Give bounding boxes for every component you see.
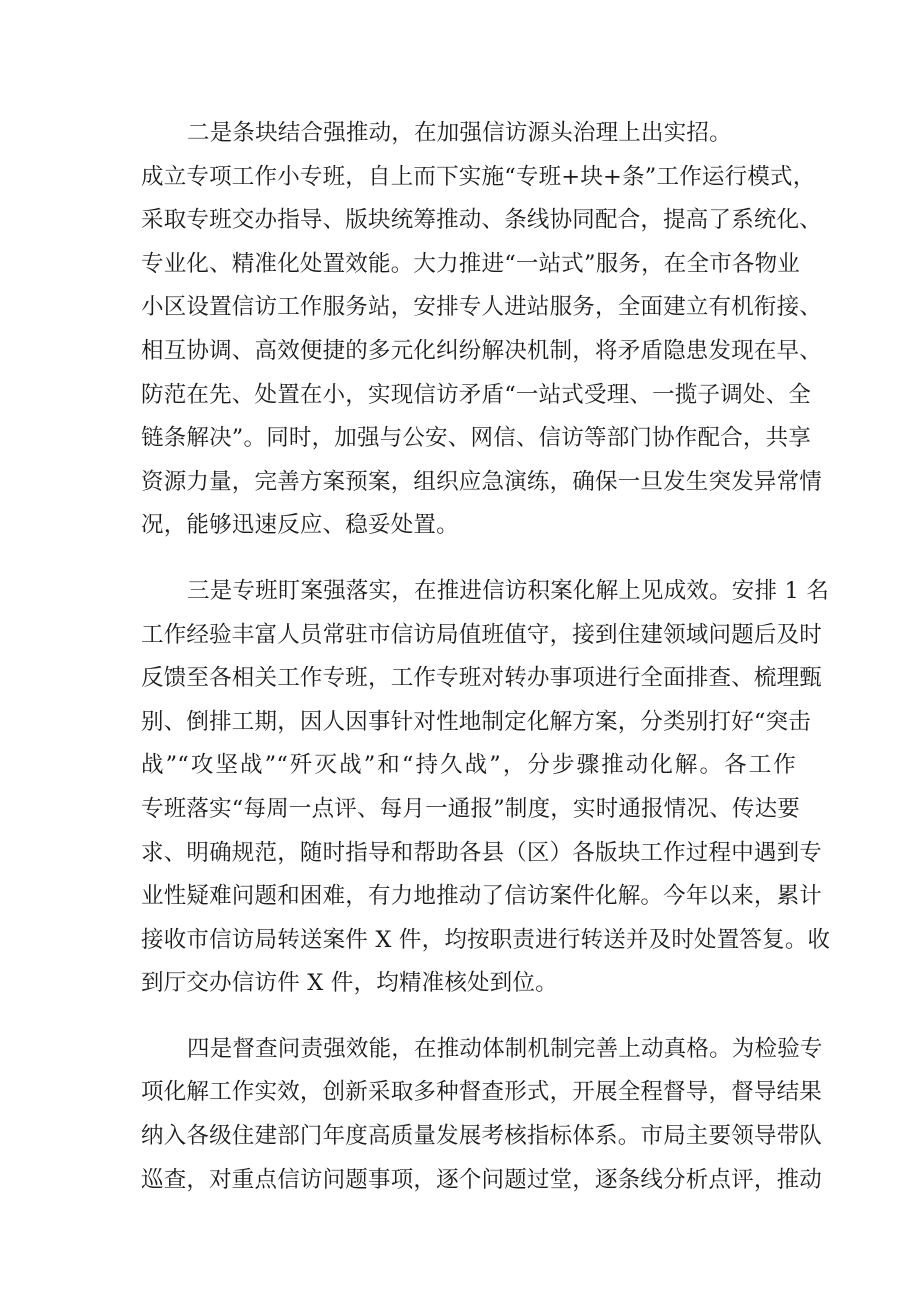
paragraph-line: 二是条块结合强推动，在加强信访源头治理上出实招。 [187,120,732,146]
paragraph-4 [141,1028,823,1202]
paragraph-line: 四是督查问责强效能，在推动体制机制完善上动真格。为检验专 [187,1035,823,1062]
paragraph-line: 反馈至各相关工作专班，工作专班对转办事项进行全面排查、梳理甄 [141,665,823,692]
paragraph-line: 业性疑难问题和困难，有力地推动了信访案件化解。今年以来，累计 [141,883,823,910]
paragraph-line: 项化解工作实效，创新采取多种督查形式，开展全程督导，督导结果 [141,1079,823,1106]
paragraph-line: 况，能够迅速反应、稳妥处置。 [141,512,459,539]
paragraph-line: 链条解决”。同时，加强与公安、网信、信访等部门协作配合，共享 [141,425,812,452]
paragraph-spacer [141,548,796,570]
paragraph-line: 到厅交办信访件 X 件，均精准核处到位。 [141,970,558,997]
paragraph-line: 采取专班交办指导、版块统筹推动、条线协同配合，提高了系统化、 [141,207,823,234]
paragraph-spacer [141,1006,796,1028]
paragraph-line: 小区设置信访工作服务站，安排专人进站服务，全面建立有机衔接、 [141,294,823,321]
paragraph-line: 相互协调、高效便捷的多元化纠纷解决机制，将矛盾隐患发现在早、 [141,337,823,364]
paragraph-2 [141,112,823,548]
document-body [141,112,831,1202]
paragraph-line: 资源力量，完善方案预案，组织应急演练，确保一旦发生突发异常情 [141,468,823,495]
paragraph-line: 接收市信访局转送案件 X 件，均按职责进行转送并及时处置答复。收 [141,926,831,953]
paragraph-3 [141,570,831,1006]
paragraph-line: 三是专班盯案强落实，在推进信访积案化解上见成效。安排 1 名 [187,577,830,604]
paragraph-line: 专业化、精准化处置效能。大力推进“一站式”服务，在全市各物业 [141,250,801,277]
paragraph-line: 别、倒排工期，因人因事针对性地制定化解方案，分类别打好“突击 [141,708,812,735]
paragraph-line: 战”“攻坚战”“歼灭战”和“持久战”，分步骤推动化解。各工作 [141,752,796,779]
paragraph-line: 求、明确规范，随时指导和帮助各县（区）各版块工作过程中遇到专 [141,839,823,866]
paragraph-line: 工作经验丰富人员常驻市信访局值班值守，接到住建领域问题后及时 [141,621,823,648]
paragraph-line: 纳入各级住建部门年度高质量发展考核指标体系。市局主要领导带队 [141,1123,823,1150]
paragraph-line: 防范在先、处置在小，实现信访矛盾“一站式受理、一揽子调处、全 [141,381,812,408]
paragraph-line: 专班落实“每周一点评、每月一通报”制度，实时通报情况、传达要 [141,795,801,822]
paragraph-line: 巡查，对重点信访问题事项，逐个问题过堂，逐条线分析点评，推动 [141,1166,823,1193]
paragraph-line: 成立专项工作小专班，自上而下实施“专班+块+条”工作运行模式， [141,163,816,190]
